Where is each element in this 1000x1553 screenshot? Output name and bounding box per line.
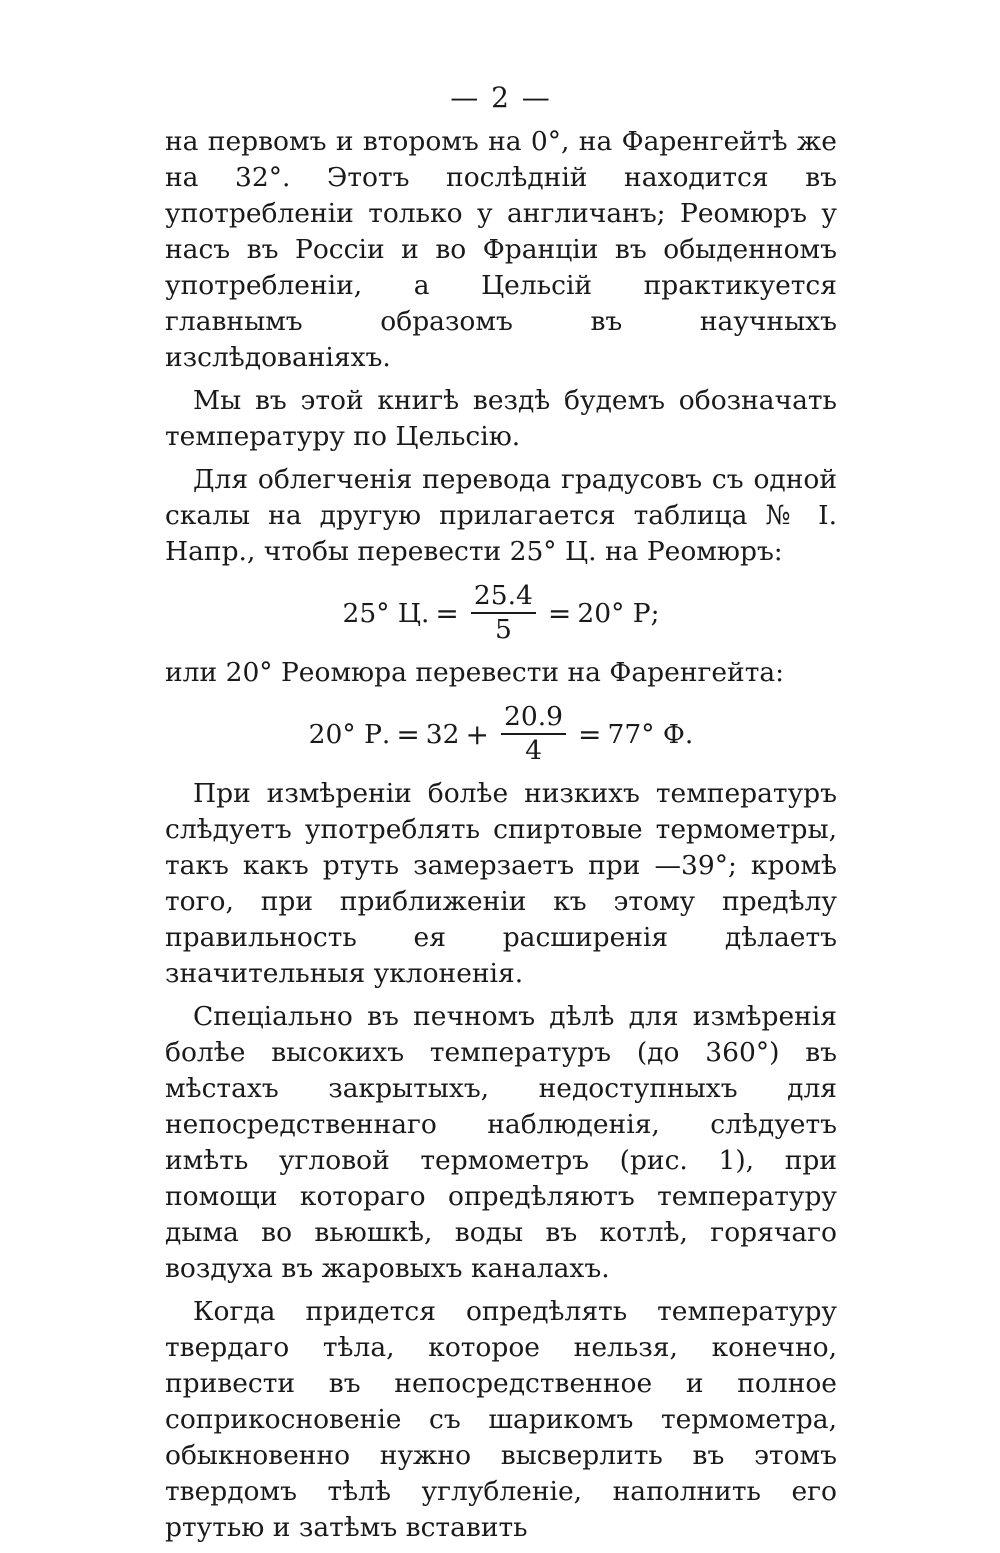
- formula-celsius-to-reaumur: [165, 577, 837, 649]
- book-page: [165, 78, 837, 1553]
- formula-2-fraction: [501, 702, 566, 766]
- paragraph-solid-body-temperature: Когда придется опредѣлять температуру твердаго тѣла, которое нельзя, конечно, привести въ непосредственное и полное соприкосновенiе съ шарикомъ термометра, обыкновенно нужно высверлить въ этомъ твердомъ тѣлѣ углубленiе, наполнить его ртутью и затѣмъ вставить: [165, 1296, 837, 1543]
- formula-1-equals-1: =: [435, 596, 459, 630]
- paragraph-conversion-table: Для облегченiя перевода градусовъ съ одной скалы на другую прилагается таблица № I. Напр., чтобы перевести 25° Ц. на Реомюръ:: [165, 464, 837, 567]
- paragraph-angle-thermometer: Спецiально въ печномъ дѣлѣ для измѣренiя болѣе высокихъ температуръ (до 360°) въ мѣстахъ закрытыхъ, недоступныхъ для непосредственнаго наблюденiя, слѣдуетъ имѣть угловой термометръ (рис. 1), при помощи котораго опредѣляютъ температуру дыма во вьюшкѣ, воды въ котлѣ, горячаго воздуха въ жаровыхъ каналахъ.: [165, 1001, 837, 1284]
- paragraph-reaumur-to-fahrenheit: или 20° Реомюра перевести на Фаренгейта:: [165, 657, 785, 688]
- formula-2-addend: 32: [425, 718, 460, 750]
- formula-1-left: 25° Ц.: [342, 597, 430, 629]
- formula-1-fraction: [471, 581, 536, 645]
- formula-2-plus: +: [465, 717, 489, 751]
- formula-2-equals-2: =: [578, 717, 602, 751]
- formula-1-equals-2: =: [547, 596, 572, 630]
- formula-2-denominator: 4: [525, 735, 542, 766]
- formula-1-right: 20° Р;: [577, 597, 660, 629]
- paragraph-thermometer-scales: на первомъ и второмъ на 0°, на Фаренгейтѣ же на 32°. Этотъ послѣднiй находится въ употребленiи только у англичанъ; Реомюръ у насъ въ Россiи и во Францiи въ обыденномъ употребленiи, а Цельсiй практикуется главнымъ образомъ въ научныхъ изслѣдованiяхъ.: [165, 126, 837, 373]
- formula-2-numerator: 20.9: [501, 702, 566, 735]
- formula-2-equals-1: =: [396, 717, 420, 751]
- formula-1-denominator: 5: [494, 614, 512, 645]
- page-number: — 2 —: [450, 81, 552, 114]
- paragraph-low-temperatures: При измѣренiи болѣе низкихъ температуръ слѣдуетъ употреблять спиртовые термометры, такъ какъ ртуть замерзаетъ при —39°; кромѣ того, при приближенiи къ этому предѣлу правильность ея расширенiя дѣлаетъ значительныя уклоненiя.: [165, 778, 837, 989]
- formula-1-numerator: 25.4: [471, 581, 536, 614]
- formula-2-left: 20° Р.: [308, 718, 391, 750]
- paragraph-celsius-usage: Мы въ этой книгѣ вездѣ будемъ обозначать температуру по Цельсiю.: [165, 385, 837, 452]
- formula-reaumur-to-fahrenheit: [165, 698, 837, 770]
- formula-2-right: 77° Ф.: [607, 718, 694, 750]
